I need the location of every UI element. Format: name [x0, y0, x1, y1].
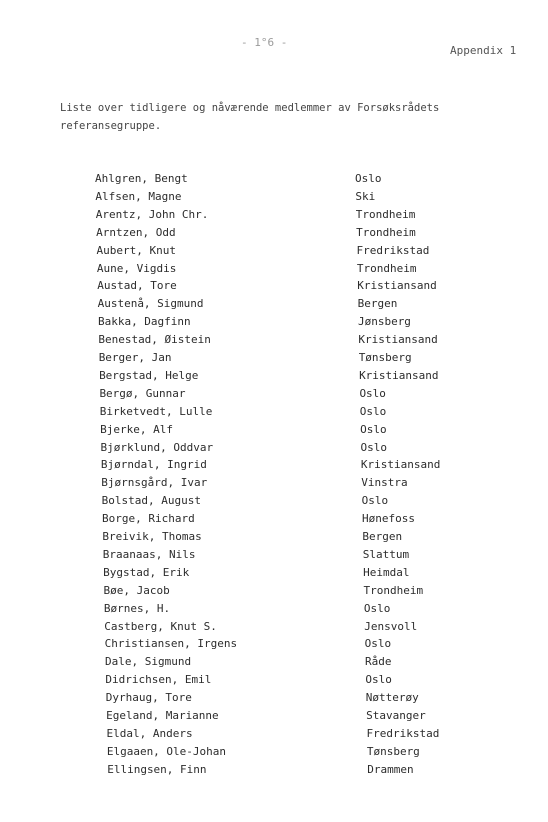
member-name: Ahlgren, Bengt [95, 172, 188, 185]
member-city: Fredrikstad [366, 726, 440, 740]
member-name: Arentz, John Chr. [95, 207, 209, 221]
member-city: Oslo [364, 637, 392, 651]
member-city: Oslo [360, 422, 387, 436]
member-city: Trondheim [356, 225, 416, 239]
member-name: Arntzen, Odd [96, 225, 176, 239]
member-name: Dyrhaug, Tore [105, 691, 192, 705]
member-city: Oslo [360, 440, 388, 454]
member-city: Stavanger [366, 709, 426, 722]
member-city: Oslo [359, 386, 386, 400]
member-name: Bjørndal, Ingrid [100, 458, 207, 472]
member-name: Benestad, Øistein [98, 333, 211, 347]
member-name: Berger, Jan [98, 351, 172, 364]
member-name: Christiansen, Irgens [104, 637, 238, 651]
member-city: Bergen [362, 530, 403, 543]
member-city: Trondheim [363, 583, 424, 597]
member-city: Tønsberg [366, 744, 420, 758]
member-city: Heimdal [363, 565, 410, 579]
member-city: Trondheim [356, 261, 417, 275]
member-city: Nøtterøy [365, 691, 419, 705]
member-city: Oslo [361, 494, 389, 508]
member-city: Oslo [359, 404, 387, 418]
appendix-label: Appendix 1 [450, 44, 517, 57]
member-city: Kristiansand [358, 333, 438, 347]
member-name: Aune, Vigdis [96, 261, 177, 275]
member-city: Trondheim [355, 207, 416, 221]
member-name: Elgaaen, Ole-Johan [106, 744, 227, 758]
member-name: Austad, Tore [97, 279, 177, 293]
member-name: Bygstad, Erik [103, 565, 190, 579]
member-city: Vinstra [361, 476, 408, 490]
member-name: Bolstad, August [101, 494, 201, 508]
member-city: Bergen [357, 297, 398, 311]
member-name: Borge, Richard [102, 512, 195, 526]
member-name: Dale, Sigmund [104, 655, 192, 669]
member-name: Braanaas, Nils [102, 547, 196, 561]
member-name: Breivik, Thomas [102, 530, 202, 543]
member-name: Ellingsen, Finn [107, 762, 207, 776]
member-name: Aubert, Knut [96, 243, 176, 257]
intro-text: Liste over tidligere og nåværende medlemmer av Forsøksrådets referansegruppe. [60, 102, 440, 132]
member-name: Bjørklund, Oddvar [100, 440, 214, 454]
member-city: Ski [355, 189, 376, 203]
member-city: Fredrikstad [356, 243, 430, 257]
member-name: Alfsen, Magne [95, 189, 182, 203]
member-city: Hønefoss [362, 512, 415, 526]
member-city: Kristiansand [359, 368, 439, 382]
member-name: Børnes, H. [103, 601, 171, 615]
member-name: Bjørnsgård, Ivar [101, 476, 208, 490]
member-name: Bakka, Dagfinn [97, 315, 191, 329]
member-city: Oslo [355, 172, 382, 185]
member-city: Råde [364, 655, 392, 669]
member-name: Didrichsen, Emil [105, 673, 212, 687]
member-city: Oslo [363, 601, 391, 615]
member-city: Oslo [365, 673, 392, 687]
member-name: Eldal, Anders [106, 726, 193, 740]
member-city: Drammen [367, 762, 414, 776]
member-name: Castberg, Knut S. [104, 619, 217, 633]
member-city: Kristiansand [357, 279, 437, 293]
member-city: Tønsberg [358, 351, 412, 364]
page-number: - 1°6 - [241, 36, 288, 49]
member-name: Bergø, Gunnar [99, 386, 186, 400]
member-name: Egeland, Marianne [106, 709, 219, 722]
member-name: Bjerke, Alf [100, 422, 174, 436]
member-city: Slattum [362, 547, 410, 561]
member-city: Jønsberg [357, 315, 411, 329]
member-name: Austenå, Sigmund [97, 297, 204, 311]
member-name: Bøe, Jacob [103, 583, 170, 597]
member-city: Jensvoll [364, 619, 418, 633]
member-name: Bergstad, Helge [99, 368, 199, 382]
member-city: Kristiansand [360, 458, 441, 472]
member-name: Birketvedt, Lulle [99, 404, 213, 418]
